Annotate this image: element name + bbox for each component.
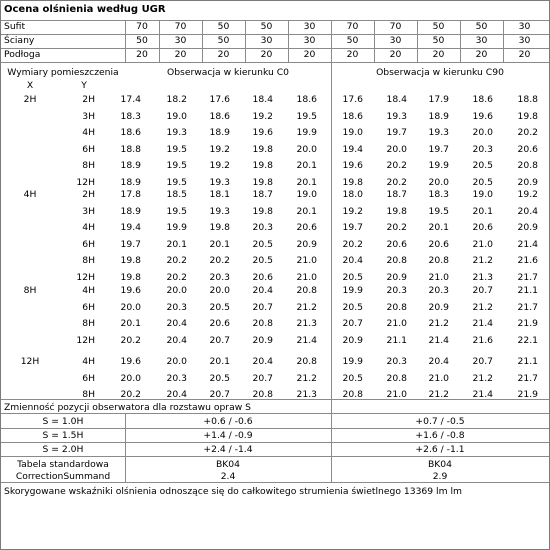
ugr-value-c0: 19.7	[120, 238, 141, 250]
ugr-value-c0: 19.8	[209, 222, 230, 233]
ugr-value-c0: 18.5	[166, 189, 187, 200]
ugr-value-c90: 21.0	[428, 271, 449, 283]
ugr-value-c90: 21.0	[472, 238, 493, 250]
ugr-value-c0: 20.2	[166, 255, 187, 266]
reflectance-value: 20	[518, 49, 531, 60]
report-title: Ocena olśnienia według UGR	[4, 4, 166, 15]
room-y-value: 6H	[82, 301, 95, 313]
row-divider	[1, 482, 549, 483]
reflectance-value: 30	[174, 35, 187, 46]
reflectance-value: 70	[389, 21, 402, 32]
ugr-value-c90: 19.7	[428, 143, 449, 155]
ugr-value-c0: 19.5	[166, 176, 187, 188]
ugr-value-c90: 20.6	[386, 238, 407, 250]
ugr-value-c90: 19.6	[472, 110, 493, 122]
reflectance-value: 20	[136, 49, 148, 60]
ugr-value-c0: 18.9	[120, 176, 141, 188]
ugr-value-c90: 20.8	[386, 255, 407, 266]
ugr-value-c0: 20.6	[252, 271, 273, 283]
ugr-value-c90: 21.2	[428, 389, 449, 400]
ugr-value-c0: 20.1	[296, 205, 317, 217]
ugr-value-c90: 20.5	[342, 301, 363, 313]
ugr-value-c90: 20.3	[428, 285, 449, 296]
ugr-value-c0: 20.0	[120, 301, 141, 313]
variation-c90: +0.7 / -0.5	[415, 416, 465, 427]
ugr-value-c90: 20.0	[472, 127, 493, 138]
ugr-value-c0: 19.6	[252, 127, 273, 138]
ugr-value-c0: 19.3	[209, 205, 230, 217]
room-y-value: 8H	[82, 160, 95, 171]
reflectance-value: 50	[432, 35, 445, 46]
column-divider	[374, 20, 375, 62]
ugr-value-c90: 21.1	[517, 356, 538, 367]
ugr-value-c0: 21.4	[296, 334, 317, 346]
y-label: Y	[81, 80, 87, 91]
ugr-value-c0: 20.3	[166, 372, 187, 384]
ugr-value-c0: 18.7	[252, 189, 273, 200]
ugr-value-c0: 19.6	[120, 285, 141, 296]
row-divider	[1, 399, 549, 400]
ugr-value-c0: 19.5	[166, 205, 187, 217]
reflectance-value: 50	[260, 21, 273, 32]
reflectance-value: 20	[260, 49, 273, 60]
ugr-value-c0: 19.3	[209, 176, 230, 188]
ugr-value-c0: 20.8	[296, 356, 317, 367]
reflectance-value: 30	[303, 21, 316, 32]
reflectance-value: 30	[389, 35, 402, 46]
column-divider	[331, 20, 332, 62]
ugr-value-c0: 20.0	[209, 285, 230, 296]
spacing-label: S = 1.5H	[42, 430, 84, 441]
ugr-value-c0: 20.1	[296, 176, 317, 188]
ugr-value-c0: 19.8	[252, 176, 273, 188]
ugr-value-c90: 21.9	[517, 389, 538, 400]
ugr-value-c90: 21.6	[517, 255, 538, 266]
ugr-value-c0: 20.2	[120, 389, 141, 400]
room-y-value: 8H	[82, 318, 95, 329]
ugr-value-c0: 18.9	[120, 160, 141, 171]
ugr-value-c0: 20.4	[166, 389, 187, 400]
ugr-value-c0: 20.8	[252, 318, 273, 329]
ugr-value-c90: 20.9	[517, 222, 538, 233]
room-y-value: 12H	[76, 271, 95, 283]
std-table-c90: BK04	[427, 459, 453, 470]
ugr-value-c90: 21.2	[472, 301, 493, 313]
row-divider	[1, 413, 549, 414]
reflectance-value: 30	[518, 21, 531, 32]
reflectance-value: 50	[475, 21, 488, 32]
ugr-value-c90: 18.4	[386, 94, 407, 105]
ugr-value-c90: 20.7	[342, 318, 363, 329]
ugr-value-c0: 20.6	[209, 318, 230, 329]
ugr-value-c90: 22.1	[517, 334, 538, 346]
ugr-value-c90: 21.6	[472, 334, 493, 346]
ugr-value-c0: 20.1	[209, 356, 230, 367]
room-y-value: 6H	[82, 238, 95, 250]
ugr-value-c90: 20.2	[386, 160, 407, 171]
ugr-value-c0: 20.8	[252, 389, 273, 400]
ugr-value-c90: 21.0	[386, 389, 407, 400]
ugr-value-c90: 20.4	[517, 205, 538, 217]
column-divider	[202, 20, 203, 62]
ugr-value-c90: 18.3	[428, 189, 449, 200]
ugr-value-c90: 20.7	[472, 356, 493, 367]
ugr-value-c0: 21.2	[296, 372, 317, 384]
ugr-value-c90: 21.0	[428, 372, 449, 384]
reflectance-value: 20	[217, 49, 230, 60]
reflectance-value: 30	[303, 35, 316, 46]
spacing-label: S = 2.0H	[42, 444, 84, 455]
column-divider	[503, 20, 504, 62]
ugr-value-c90: 20.8	[342, 389, 363, 400]
reflectance-label: Sufit	[4, 21, 26, 32]
ugr-value-c0: 20.6	[296, 222, 317, 233]
reflectance-value: 50	[432, 21, 445, 32]
ugr-value-c90: 20.1	[472, 205, 493, 217]
reflectance-value: 70	[136, 21, 148, 32]
ugr-value-c90: 19.8	[517, 110, 538, 122]
ugr-value-c90: 20.2	[342, 238, 363, 250]
ugr-value-c0: 19.9	[296, 127, 317, 138]
room-y-value: 6H	[82, 143, 95, 155]
ugr-value-c90: 19.9	[342, 285, 363, 296]
ugr-value-c90: 21.4	[517, 238, 538, 250]
ugr-value-c90: 20.9	[386, 271, 407, 283]
reflectance-value: 30	[260, 35, 273, 46]
ugr-value-c0: 20.7	[209, 334, 230, 346]
ugr-value-c90: 20.5	[472, 160, 493, 171]
ugr-value-c90: 19.7	[386, 127, 407, 138]
ugr-value-c90: 21.2	[428, 318, 449, 329]
ugr-value-c0: 20.1	[209, 238, 230, 250]
std-table-label: Tabela standardowa	[17, 459, 109, 470]
ugr-value-c0: 19.6	[120, 356, 141, 367]
variation-c0: +1.4 / -0.9	[203, 430, 253, 441]
ugr-value-c90: 20.8	[517, 160, 538, 171]
row-divider	[1, 62, 549, 63]
ugr-value-c0: 20.7	[252, 372, 273, 384]
ugr-value-c90: 20.9	[428, 301, 449, 313]
ugr-value-c90: 19.3	[386, 110, 407, 122]
room-y-value: 4H	[82, 222, 95, 233]
ugr-value-c90: 20.9	[342, 334, 363, 346]
room-y-value: 4H	[82, 127, 95, 138]
ugr-value-c0: 21.3	[296, 318, 317, 329]
column-divider	[288, 20, 289, 62]
room-y-value: 3H	[82, 110, 95, 122]
ugr-value-c0: 21.3	[296, 389, 317, 400]
ugr-value-c0: 20.4	[166, 318, 187, 329]
ugr-value-c0: 20.5	[209, 301, 230, 313]
ugr-value-c0: 18.4	[252, 94, 273, 105]
reflectance-value: 50	[217, 21, 230, 32]
ugr-value-c90: 19.9	[342, 356, 363, 367]
ugr-value-c90: 20.3	[472, 143, 493, 155]
ugr-value-c90: 20.5	[472, 176, 493, 188]
room-x-value: 4H	[23, 189, 37, 200]
room-dims-label: Wymiary pomieszczenia	[7, 67, 119, 78]
obs-c90-label: Obserwacja w kierunku C90	[376, 67, 504, 78]
ugr-value-c90: 18.9	[428, 110, 449, 122]
reflectance-value: 30	[475, 35, 488, 46]
ugr-value-c0: 20.2	[166, 271, 187, 283]
reflectance-value: 20	[174, 49, 187, 60]
ugr-value-c0: 20.2	[209, 255, 230, 266]
ugr-value-c0: 20.2	[120, 334, 141, 346]
ugr-value-c90: 20.3	[386, 356, 407, 367]
ugr-value-c0: 20.0	[166, 356, 187, 367]
ugr-value-c0: 20.7	[209, 389, 230, 400]
ugr-value-c90: 20.4	[428, 356, 449, 367]
room-x-value: 8H	[23, 285, 37, 296]
ugr-value-c90: 20.8	[386, 301, 407, 313]
ugr-value-c90: 19.8	[342, 176, 363, 188]
correction-c90: 2.9	[432, 471, 448, 482]
reflectance-value: 20	[475, 49, 488, 60]
std-table-c0: BK04	[215, 459, 241, 470]
footnote: Skorygowane wskaźniki olśnienia odnoszące się do całkowitego strumienia świetlnego 13369 lm lm	[4, 486, 462, 497]
ugr-value-c0: 20.4	[252, 285, 273, 296]
ugr-value-c0: 19.2	[209, 143, 230, 155]
ugr-value-c0: 20.0	[120, 372, 141, 384]
reflectance-value: 70	[346, 21, 359, 32]
ugr-value-c0: 19.5	[166, 160, 187, 171]
ugr-value-c90: 20.9	[517, 176, 538, 188]
ugr-value-c90: 21.4	[472, 318, 493, 329]
ugr-value-c0: 20.7	[252, 301, 273, 313]
ugr-value-c90: 19.9	[428, 160, 449, 171]
ugr-value-c90: 19.7	[342, 222, 363, 233]
ugr-value-c0: 18.3	[120, 110, 141, 122]
room-x-value: 12H	[20, 356, 40, 367]
ugr-value-c0: 20.5	[209, 372, 230, 384]
ugr-value-c90: 20.3	[386, 285, 407, 296]
reflectance-value: 50	[136, 35, 148, 46]
ugr-value-c0: 18.1	[209, 189, 230, 200]
ugr-value-c0: 18.9	[209, 127, 230, 138]
ugr-value-c0: 20.1	[296, 160, 317, 171]
ugr-value-c90: 21.3	[472, 271, 493, 283]
row-divider	[1, 428, 549, 429]
ugr-value-c0: 19.8	[120, 255, 141, 266]
variation-label: Zmienność pozycji obserwatora dla rozstawu opraw S	[4, 402, 251, 413]
ugr-value-c90: 20.7	[472, 285, 493, 296]
ugr-value-c0: 19.0	[166, 110, 187, 122]
reflectance-value: 30	[518, 35, 531, 46]
ugr-value-c90: 20.6	[472, 222, 493, 233]
ugr-value-c90: 20.2	[386, 176, 407, 188]
ugr-value-c90: 19.4	[342, 143, 363, 155]
reflectance-value: 50	[217, 35, 230, 46]
ugr-value-c0: 20.9	[252, 334, 273, 346]
column-divider	[460, 20, 461, 62]
ugr-value-c90: 19.2	[517, 189, 538, 200]
ugr-value-c0: 19.4	[120, 222, 141, 233]
column-divider	[245, 20, 246, 62]
ugr-value-c90: 20.5	[342, 271, 363, 283]
ugr-value-c0: 21.2	[296, 301, 317, 313]
ugr-value-c90: 20.2	[517, 127, 538, 138]
ugr-value-c90: 21.1	[386, 334, 407, 346]
reflectance-label: Podłoga	[4, 49, 41, 60]
ugr-value-c90: 20.6	[517, 143, 538, 155]
room-y-value: 12H	[76, 334, 95, 346]
ugr-value-c0: 18.8	[120, 143, 141, 155]
room-x-value: 2H	[23, 94, 37, 105]
column-divider	[159, 20, 160, 62]
ugr-value-c90: 21.9	[517, 318, 538, 329]
row-divider	[1, 442, 549, 443]
column-divider	[417, 20, 418, 62]
ugr-value-c0: 19.0	[296, 189, 317, 200]
ugr-value-c0: 19.5	[296, 110, 317, 122]
ugr-value-c90: 21.4	[472, 389, 493, 400]
column-divider	[125, 20, 126, 62]
ugr-value-c90: 20.0	[428, 176, 449, 188]
ugr-value-c0: 19.8	[252, 160, 273, 171]
ugr-value-c0: 17.8	[120, 189, 141, 200]
ugr-value-c90: 19.0	[472, 189, 493, 200]
ugr-value-c90: 18.0	[342, 189, 363, 200]
correction-label: CorrectionSummand	[15, 471, 111, 482]
spacing-label: S = 1.0H	[42, 416, 84, 427]
variation-c90: +2.6 / -1.1	[415, 444, 465, 455]
ugr-value-c90: 19.5	[428, 205, 449, 217]
reflectance-value: 20	[346, 49, 359, 60]
room-y-value: 2H	[82, 94, 95, 105]
row-divider	[1, 456, 549, 457]
room-y-value: 4H	[82, 285, 95, 296]
ugr-value-c0: 21.0	[296, 271, 317, 283]
ugr-value-c90: 19.0	[342, 127, 363, 138]
room-y-value: 8H	[82, 389, 95, 400]
ugr-value-c0: 20.8	[296, 285, 317, 296]
ugr-value-c0: 20.3	[252, 222, 273, 233]
ugr-value-c90: 20.8	[386, 372, 407, 384]
ugr-value-c0: 20.0	[166, 285, 187, 296]
room-y-value: 3H	[82, 205, 95, 217]
ugr-value-c0: 18.6	[209, 110, 230, 122]
ugr-value-c90: 19.6	[342, 160, 363, 171]
ugr-value-c0: 19.2	[252, 110, 273, 122]
ugr-value-c0: 20.5	[252, 238, 273, 250]
ugr-value-c90: 19.3	[428, 127, 449, 138]
ugr-value-c0: 20.1	[120, 318, 141, 329]
ugr-value-c90: 18.6	[342, 110, 363, 122]
ugr-value-c0: 20.4	[166, 334, 187, 346]
ugr-value-c90: 21.4	[428, 334, 449, 346]
ugr-value-c90: 17.6	[342, 94, 363, 105]
ugr-value-c0: 21.0	[296, 255, 317, 266]
ugr-value-c0: 20.3	[166, 301, 187, 313]
reflectance-value: 20	[432, 49, 445, 60]
ugr-value-c0: 19.8	[252, 143, 273, 155]
ugr-value-c0: 17.6	[209, 94, 230, 105]
ugr-value-c0: 19.9	[166, 222, 187, 233]
ugr-value-c0: 19.2	[209, 160, 230, 171]
ugr-value-c90: 18.8	[517, 94, 538, 105]
ugr-value-c90: 21.2	[472, 372, 493, 384]
reflectance-label: Ściany	[4, 35, 35, 46]
ugr-value-c90: 21.7	[517, 372, 538, 384]
ugr-value-c0: 20.4	[252, 356, 273, 367]
ugr-value-c90: 20.4	[342, 255, 363, 266]
ugr-value-c0: 20.9	[296, 238, 317, 250]
ugr-value-c0: 17.4	[120, 94, 141, 105]
ugr-value-c90: 21.7	[517, 301, 538, 313]
ugr-value-c0: 20.3	[209, 271, 230, 283]
ugr-value-c0: 20.0	[296, 143, 317, 155]
ugr-value-c90: 21.1	[517, 285, 538, 296]
ugr-value-c90: 18.6	[472, 94, 493, 105]
ugr-value-c90: 19.8	[386, 205, 407, 217]
room-y-value: 12H	[76, 176, 95, 188]
ugr-value-c90: 20.0	[386, 143, 407, 155]
reflectance-value: 50	[346, 35, 359, 46]
ugr-value-c90: 18.7	[386, 189, 407, 200]
room-y-value: 2H	[82, 189, 95, 200]
ugr-value-c90: 20.8	[428, 255, 449, 266]
ugr-value-c90: 21.0	[386, 318, 407, 329]
room-y-value: 4H	[82, 356, 95, 367]
ugr-value-c90: 17.9	[428, 94, 449, 105]
variation-c0: +0.6 / -0.6	[203, 416, 253, 427]
x-label: X	[26, 80, 34, 91]
reflectance-value: 70	[174, 21, 187, 32]
ugr-value-c0: 20.1	[166, 238, 187, 250]
ugr-value-c0: 18.6	[120, 127, 141, 138]
obs-c0-label: Obserwacja w kierunku C0	[166, 67, 289, 78]
ugr-value-c90: 20.5	[342, 372, 363, 384]
room-y-value: 6H	[82, 372, 95, 384]
ugr-value-c90: 21.7	[517, 271, 538, 283]
variation-c0: +2.4 / -1.4	[203, 444, 253, 455]
correction-c0: 2.4	[220, 471, 236, 482]
ugr-value-c90: 20.1	[428, 222, 449, 233]
ugr-value-c90: 19.2	[342, 205, 363, 217]
ugr-value-c0: 20.5	[252, 255, 273, 266]
ugr-value-c0: 19.5	[166, 143, 187, 155]
ugr-value-c90: 20.6	[428, 238, 449, 250]
room-y-value: 8H	[82, 255, 95, 266]
variation-c90: +1.6 / -0.8	[415, 430, 465, 441]
ugr-value-c90: 20.2	[386, 222, 407, 233]
ugr-value-c0: 18.2	[166, 94, 187, 105]
ugr-value-c0: 19.8	[120, 271, 141, 283]
reflectance-value: 20	[303, 49, 316, 60]
ugr-value-c0: 19.8	[252, 205, 273, 217]
ugr-value-c0: 19.3	[166, 127, 187, 138]
ugr-value-c0: 18.6	[296, 94, 317, 105]
ugr-value-c90: 21.2	[472, 255, 493, 266]
reflectance-value: 20	[389, 49, 402, 60]
ugr-value-c0: 18.9	[120, 205, 141, 217]
